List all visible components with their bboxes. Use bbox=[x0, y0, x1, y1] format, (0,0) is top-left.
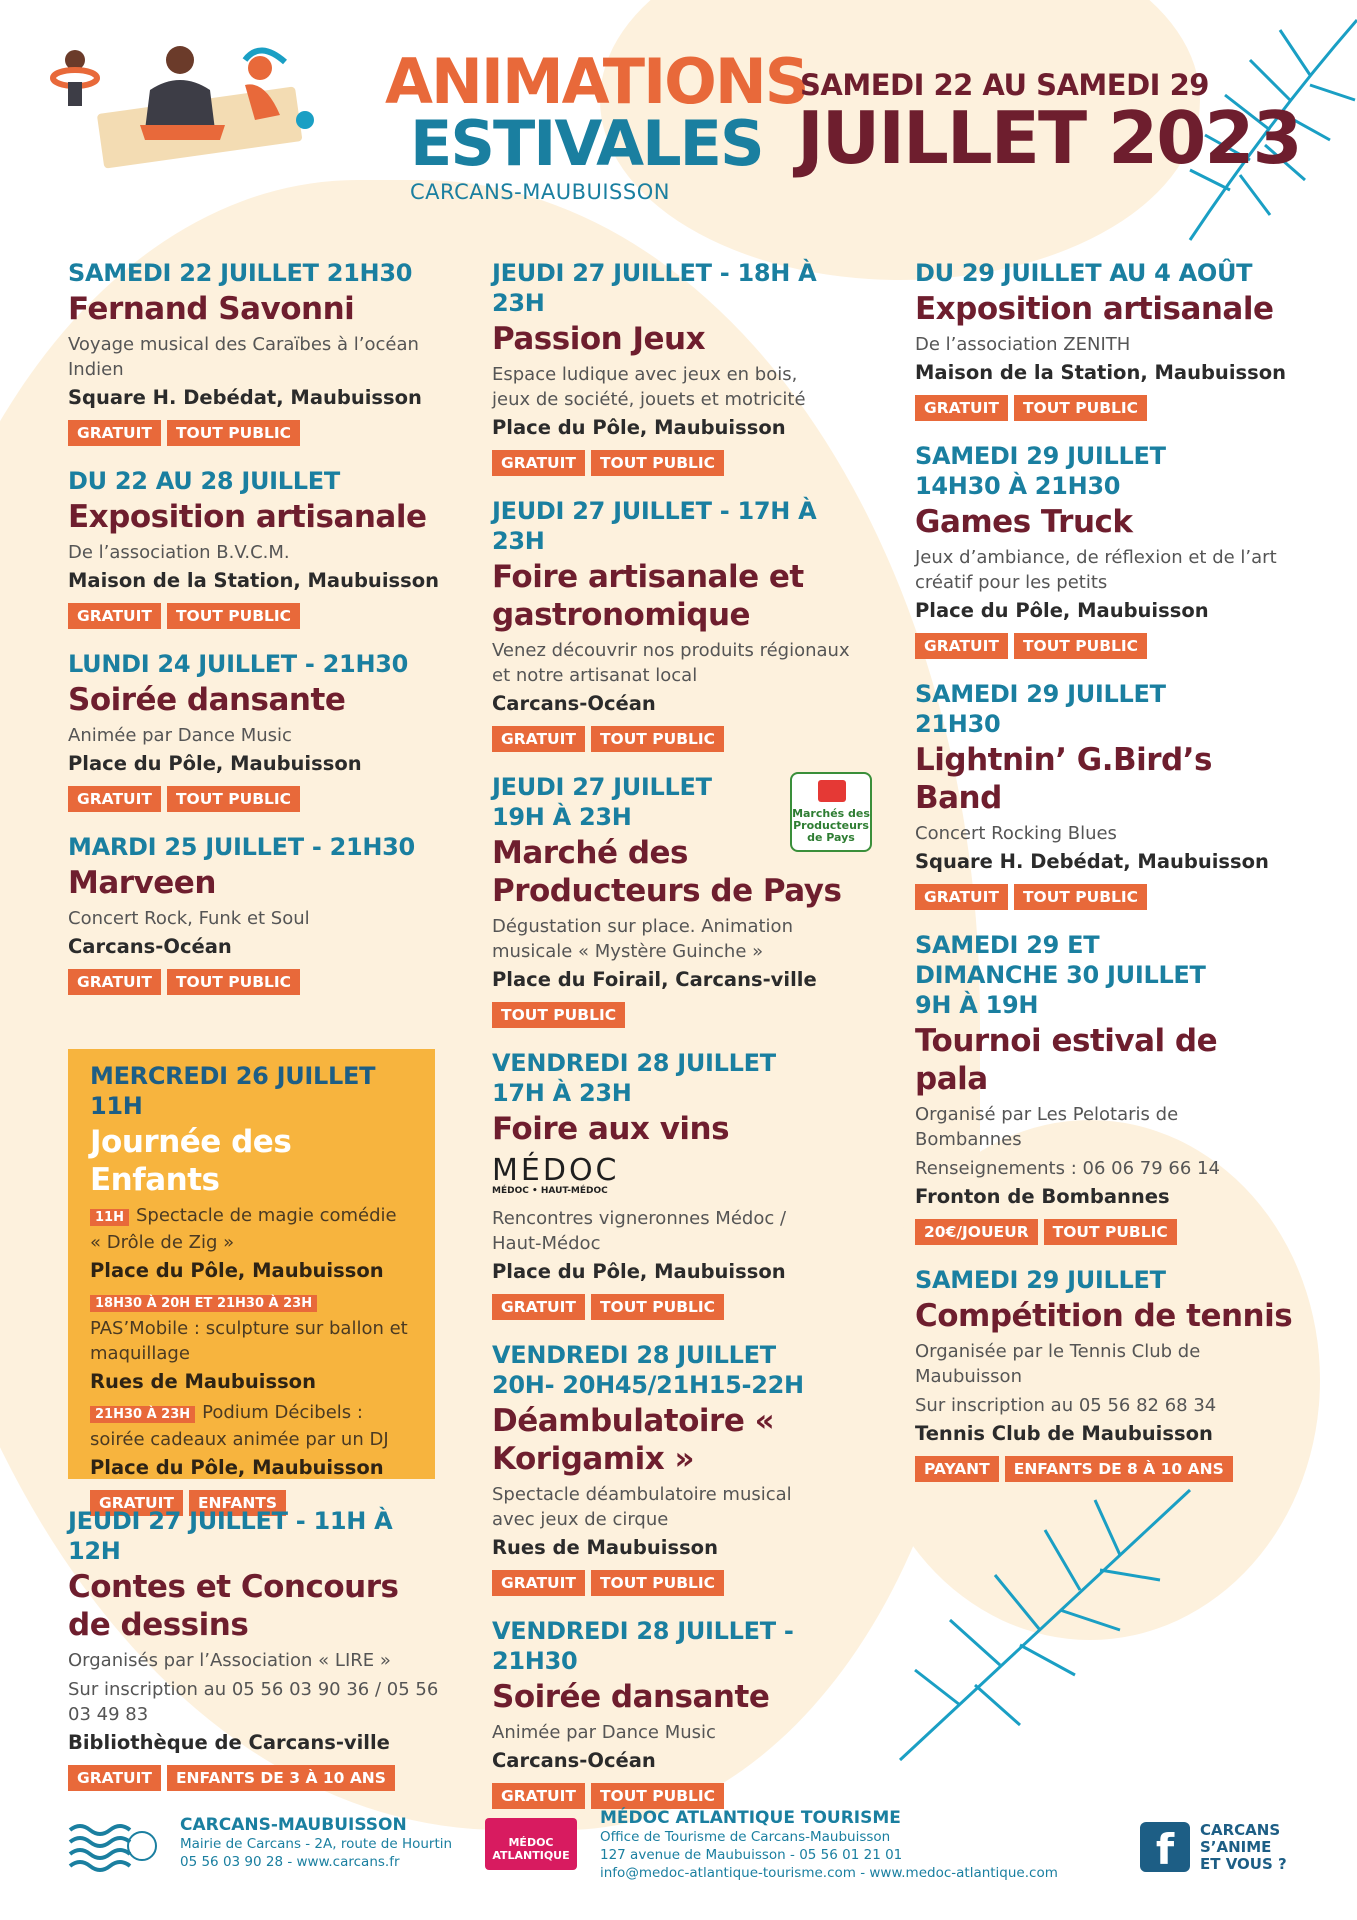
event-title: Games Truck bbox=[915, 504, 1133, 540]
event-title: Déambulatoire « Korigamix » bbox=[492, 1403, 775, 1477]
tag-price: GRATUIT bbox=[68, 786, 161, 812]
event-title: Journée des Enfants bbox=[90, 1124, 292, 1198]
event-location: Square H. Debédat, Maubuisson bbox=[915, 850, 1269, 873]
footer-carcans bbox=[180, 1815, 452, 1871]
tag-price: GRATUIT bbox=[915, 395, 1008, 421]
event-title: Fernand Savonni bbox=[68, 291, 355, 327]
event-date: SAMEDI 29 ET DIMANCHE 30 JUILLET 9H À 19H bbox=[915, 931, 1206, 1019]
time-pill: 21H30 À 23H bbox=[90, 1406, 195, 1423]
event-card bbox=[492, 496, 872, 752]
basket-icon bbox=[818, 780, 846, 802]
event-card bbox=[915, 679, 1295, 910]
event-card bbox=[492, 1616, 872, 1809]
footer-address: Mairie de Carcans - 2A, route de Hourtin bbox=[180, 1836, 453, 1852]
event-description: De l’association ZENITH bbox=[915, 334, 1131, 355]
event-title: Tournoi estival de pala bbox=[915, 1023, 1218, 1097]
medoc-logo-sub: MÉDOC • HAUT-MÉDOC bbox=[492, 1186, 608, 1196]
event-location: Rues de Maubuisson bbox=[492, 1536, 718, 1559]
event-title: Soirée dansante bbox=[492, 1679, 770, 1715]
event-date: MARDI 25 JUILLET - 21H30 bbox=[68, 833, 415, 861]
event-card bbox=[915, 441, 1295, 659]
tag-audience: TOUT PUBLIC bbox=[167, 969, 300, 995]
event-title: Soirée dansante bbox=[68, 682, 346, 718]
tag-price: PAYANT bbox=[915, 1456, 999, 1482]
tag-price: GRATUIT bbox=[492, 1783, 585, 1809]
event-description: Spectacle déambulatoire musical avec jeux de cirque bbox=[492, 1484, 792, 1530]
kids-item-text: PAS’Mobile : sculpture sur ballon et maquillage bbox=[90, 1318, 408, 1364]
event-location: Carcans-Océan bbox=[492, 1749, 656, 1772]
tag-audience: ENFANTS DE 8 À 10 ANS bbox=[1005, 1456, 1233, 1482]
column-1 bbox=[68, 258, 448, 1015]
tag-audience: TOUT PUBLIC bbox=[1014, 395, 1147, 421]
event-card bbox=[915, 258, 1295, 421]
medoc-atlantique-logo-text: MÉDOC ATLANTIQUE bbox=[492, 1836, 570, 1862]
event-location: Carcans-Océan bbox=[492, 692, 656, 715]
tag-price: GRATUIT bbox=[68, 1765, 161, 1791]
footer-tourisme bbox=[600, 1808, 1058, 1882]
kids-item-text: Spectacle de magie comédie « Drôle de Zig » bbox=[90, 1205, 397, 1253]
event-date: VENDREDI 28 JUILLET 17H À 23H bbox=[492, 1049, 776, 1107]
event-location: Place du Pôle, Maubuisson bbox=[492, 416, 786, 439]
tag-audience: TOUT PUBLIC bbox=[591, 726, 724, 752]
event-location: Maison de la Station, Maubuisson bbox=[68, 569, 439, 592]
tag-price: GRATUIT bbox=[68, 603, 161, 629]
tag-audience: ENFANTS DE 3 À 10 ANS bbox=[167, 1765, 395, 1791]
event-location: Tennis Club de Maubuisson bbox=[915, 1422, 1213, 1445]
facebook-icon[interactable]: f bbox=[1140, 1822, 1190, 1872]
event-date: SAMEDI 22 JUILLET 21H30 bbox=[68, 259, 413, 287]
event-date: JEUDI 27 JUILLET - 11H À 12H bbox=[68, 1507, 393, 1565]
tag-audience: TOUT PUBLIC bbox=[167, 603, 300, 629]
event-date: LUNDI 24 JUILLET - 21H30 bbox=[68, 650, 409, 678]
event-description: Rencontres vigneronnes Médoc / Haut-Médoc bbox=[492, 1208, 787, 1254]
tag-audience: TOUT PUBLIC bbox=[167, 786, 300, 812]
event-title: Lightnin’ G.Bird’s Band bbox=[915, 742, 1212, 816]
event-location: Place du Foirail, Carcans-ville bbox=[492, 968, 817, 991]
event-location: Rues de Maubuisson bbox=[90, 1370, 316, 1393]
event-location: Place du Pôle, Maubuisson bbox=[68, 752, 362, 775]
event-location: Place du Pôle, Maubuisson bbox=[90, 1456, 384, 1479]
event-title: Exposition artisanale bbox=[915, 291, 1274, 327]
event-title: Marveen bbox=[68, 865, 216, 901]
footer-org-title: CARCANS-MAUBUISSON bbox=[180, 1815, 407, 1835]
event-date: JEUDI 27 JUILLET 19H À 23H bbox=[492, 773, 712, 831]
tag-price: GRATUIT bbox=[492, 450, 585, 476]
event-card bbox=[68, 466, 448, 629]
event-date: VENDREDI 28 JUILLET 20H- 20H45/21H15-22H bbox=[492, 1341, 804, 1399]
footer-org-title: MÉDOC ATLANTIQUE TOURISME bbox=[600, 1808, 901, 1828]
kids-item bbox=[90, 1400, 413, 1452]
event-location: Fronton de Bombannes bbox=[915, 1185, 1170, 1208]
event-date: JEUDI 27 JUILLET - 17H À 23H bbox=[492, 497, 817, 555]
event-date: SAMEDI 29 JUILLET 14H30 À 21H30 bbox=[915, 442, 1166, 500]
tag-audience: TOUT PUBLIC bbox=[492, 1002, 625, 1028]
tag-audience: TOUT PUBLIC bbox=[1014, 633, 1147, 659]
tag-price: GRATUIT bbox=[915, 633, 1008, 659]
event-title: Compétition de tennis bbox=[915, 1298, 1293, 1334]
event-card bbox=[68, 832, 448, 995]
event-description: Organisé par Les Pelotaris de Bombannes bbox=[915, 1104, 1179, 1150]
event-description: Espace ludique avec jeux en bois, jeux de société, jouets et motricité bbox=[492, 364, 806, 410]
medoc-logo-name: MÉDOC bbox=[492, 1153, 620, 1188]
column-2 bbox=[492, 258, 872, 1829]
event-description: Animée par Dance Music bbox=[492, 1722, 716, 1743]
event-card bbox=[68, 258, 448, 446]
event-card bbox=[915, 930, 1295, 1245]
event-card bbox=[68, 649, 448, 812]
event-date: VENDREDI 28 JUILLET - 21H30 bbox=[492, 1617, 794, 1675]
event-location: Maison de la Station, Maubuisson bbox=[915, 361, 1286, 384]
tag-audience: ENFANTS bbox=[189, 1490, 286, 1516]
event-location: Place du Pôle, Maubuisson bbox=[492, 1260, 786, 1283]
event-card bbox=[68, 1506, 448, 1791]
kids-item bbox=[90, 1289, 413, 1366]
beach-illustration bbox=[40, 20, 340, 170]
logo-animations: ANIMATIONS bbox=[385, 45, 808, 118]
event-location: Carcans-Océan bbox=[68, 935, 232, 958]
event-title: Marché des Producteurs de Pays bbox=[492, 835, 842, 909]
footer-contact: info@medoc-atlantique-tourisme.com - www.medoc-atlantique.com bbox=[600, 1865, 1058, 1881]
tag-audience: TOUT PUBLIC bbox=[1014, 884, 1147, 910]
event-card bbox=[492, 258, 872, 476]
event-location: Place du Pôle, Maubuisson bbox=[915, 599, 1209, 622]
column-3 bbox=[915, 258, 1295, 1502]
event-title: Contes et Concours de dessins bbox=[68, 1569, 399, 1643]
kids-day-box bbox=[68, 1049, 435, 1512]
event-card bbox=[492, 772, 872, 1028]
event-description: Sur inscription au 05 56 82 68 34 bbox=[915, 1395, 1217, 1416]
tag-price: GRATUIT bbox=[492, 1294, 585, 1320]
event-description: Dégustation sur place. Animation musicale « Mystère Guinche » bbox=[492, 916, 793, 962]
event-date: JEUDI 27 JUILLET - 18H À 23H bbox=[492, 259, 817, 317]
medoc-atlantique-logo bbox=[485, 1818, 577, 1870]
time-pill: 18H30 À 20H ET 21H30 À 23H bbox=[90, 1295, 317, 1312]
kids-item bbox=[90, 1203, 413, 1255]
tag-price: GRATUIT bbox=[68, 969, 161, 995]
tag-price: GRATUIT bbox=[90, 1490, 183, 1516]
kids-item-text: Podium Décibels : soirée cadeaux animée par un DJ bbox=[90, 1402, 389, 1450]
event-description: Concert Rock, Funk et Soul bbox=[68, 908, 310, 929]
event-location: Bibliothèque de Carcans-ville bbox=[68, 1731, 390, 1754]
header-month-year: JUILLET 2023 bbox=[797, 96, 1301, 180]
tag-price: GRATUIT bbox=[915, 884, 1008, 910]
marche-producteurs-badge bbox=[790, 772, 872, 852]
event-description: Animée par Dance Music bbox=[68, 725, 292, 746]
event-description: Organisés par l’Association « LIRE » bbox=[68, 1650, 391, 1671]
tag-audience: TOUT PUBLIC bbox=[591, 1783, 724, 1809]
event-description: Organisée par le Tennis Club de Maubuisson bbox=[915, 1341, 1201, 1387]
event-description: Renseignements : 06 06 79 66 14 bbox=[915, 1158, 1220, 1179]
tag-audience: TOUT PUBLIC bbox=[167, 420, 300, 446]
event-description: Concert Rocking Blues bbox=[915, 823, 1117, 844]
tag-price: GRATUIT bbox=[492, 726, 585, 752]
tag-audience: TOUT PUBLIC bbox=[1044, 1219, 1177, 1245]
time-pill: 11H bbox=[90, 1209, 129, 1226]
palm-leaf-decoration bbox=[880, 1470, 1200, 1770]
logo-estivales: ESTIVALES bbox=[410, 107, 763, 180]
event-date: SAMEDI 29 JUILLET 21H30 bbox=[915, 680, 1166, 738]
event-title: Foire artisanale et gastronomique bbox=[492, 559, 804, 633]
event-date: DU 22 AU 28 JUILLET bbox=[68, 467, 340, 495]
event-description: Venez découvrir nos produits régionaux et notre artisanat local bbox=[492, 640, 850, 686]
event-date: MERCREDI 26 JUILLET 11H bbox=[90, 1062, 376, 1120]
tag-price: 20€/JOUEUR bbox=[915, 1219, 1038, 1245]
event-location: Place du Pôle, Maubuisson bbox=[90, 1259, 384, 1282]
header-date-range: SAMEDI 22 AU SAMEDI 29 bbox=[800, 68, 1209, 102]
event-description: De l’association B.V.C.M. bbox=[68, 542, 290, 563]
event-card bbox=[492, 1048, 872, 1320]
carcans-logo-icon bbox=[68, 1818, 158, 1873]
medoc-logo bbox=[492, 1153, 872, 1196]
tag-audience: TOUT PUBLIC bbox=[591, 1570, 724, 1596]
event-title: Foire aux vins bbox=[492, 1111, 730, 1147]
facebook-tagline: CARCANS S’ANIME ET VOUS ? bbox=[1200, 1821, 1287, 1873]
event-description: Voyage musical des Caraïbes à l’océan Indien bbox=[68, 334, 419, 380]
event-description: Jeux d’ambiance, de réflexion et de l’art créatif pour les petits bbox=[915, 547, 1277, 593]
event-title: Passion Jeux bbox=[492, 321, 706, 357]
badge-label: Marchés des Producteurs de Pays bbox=[792, 807, 870, 844]
event-date: DU 29 JUILLET AU 4 AOÛT bbox=[915, 259, 1253, 287]
footer-contact: 05 56 03 90 28 - www.carcans.fr bbox=[180, 1854, 400, 1870]
event-card bbox=[492, 1340, 872, 1596]
tag-audience: TOUT PUBLIC bbox=[591, 1294, 724, 1320]
event-date: SAMEDI 29 JUILLET bbox=[915, 1266, 1166, 1294]
footer-address: 127 avenue de Maubuisson - 05 56 01 21 01 bbox=[600, 1847, 903, 1863]
footer-office: Office de Tourisme de Carcans-Maubuisson bbox=[600, 1829, 891, 1845]
event-location: Square H. Debédat, Maubuisson bbox=[68, 386, 422, 409]
tag-price: GRATUIT bbox=[492, 1570, 585, 1596]
tag-price: GRATUIT bbox=[68, 420, 161, 446]
tag-audience: TOUT PUBLIC bbox=[591, 450, 724, 476]
event-title: Exposition artisanale bbox=[68, 499, 427, 535]
event-card bbox=[915, 1265, 1295, 1482]
event-description: Sur inscription au 05 56 03 90 36 / 05 56 03 49 83 bbox=[68, 1679, 439, 1725]
logo-town: CARCANS-MAUBUISSON bbox=[410, 180, 670, 204]
